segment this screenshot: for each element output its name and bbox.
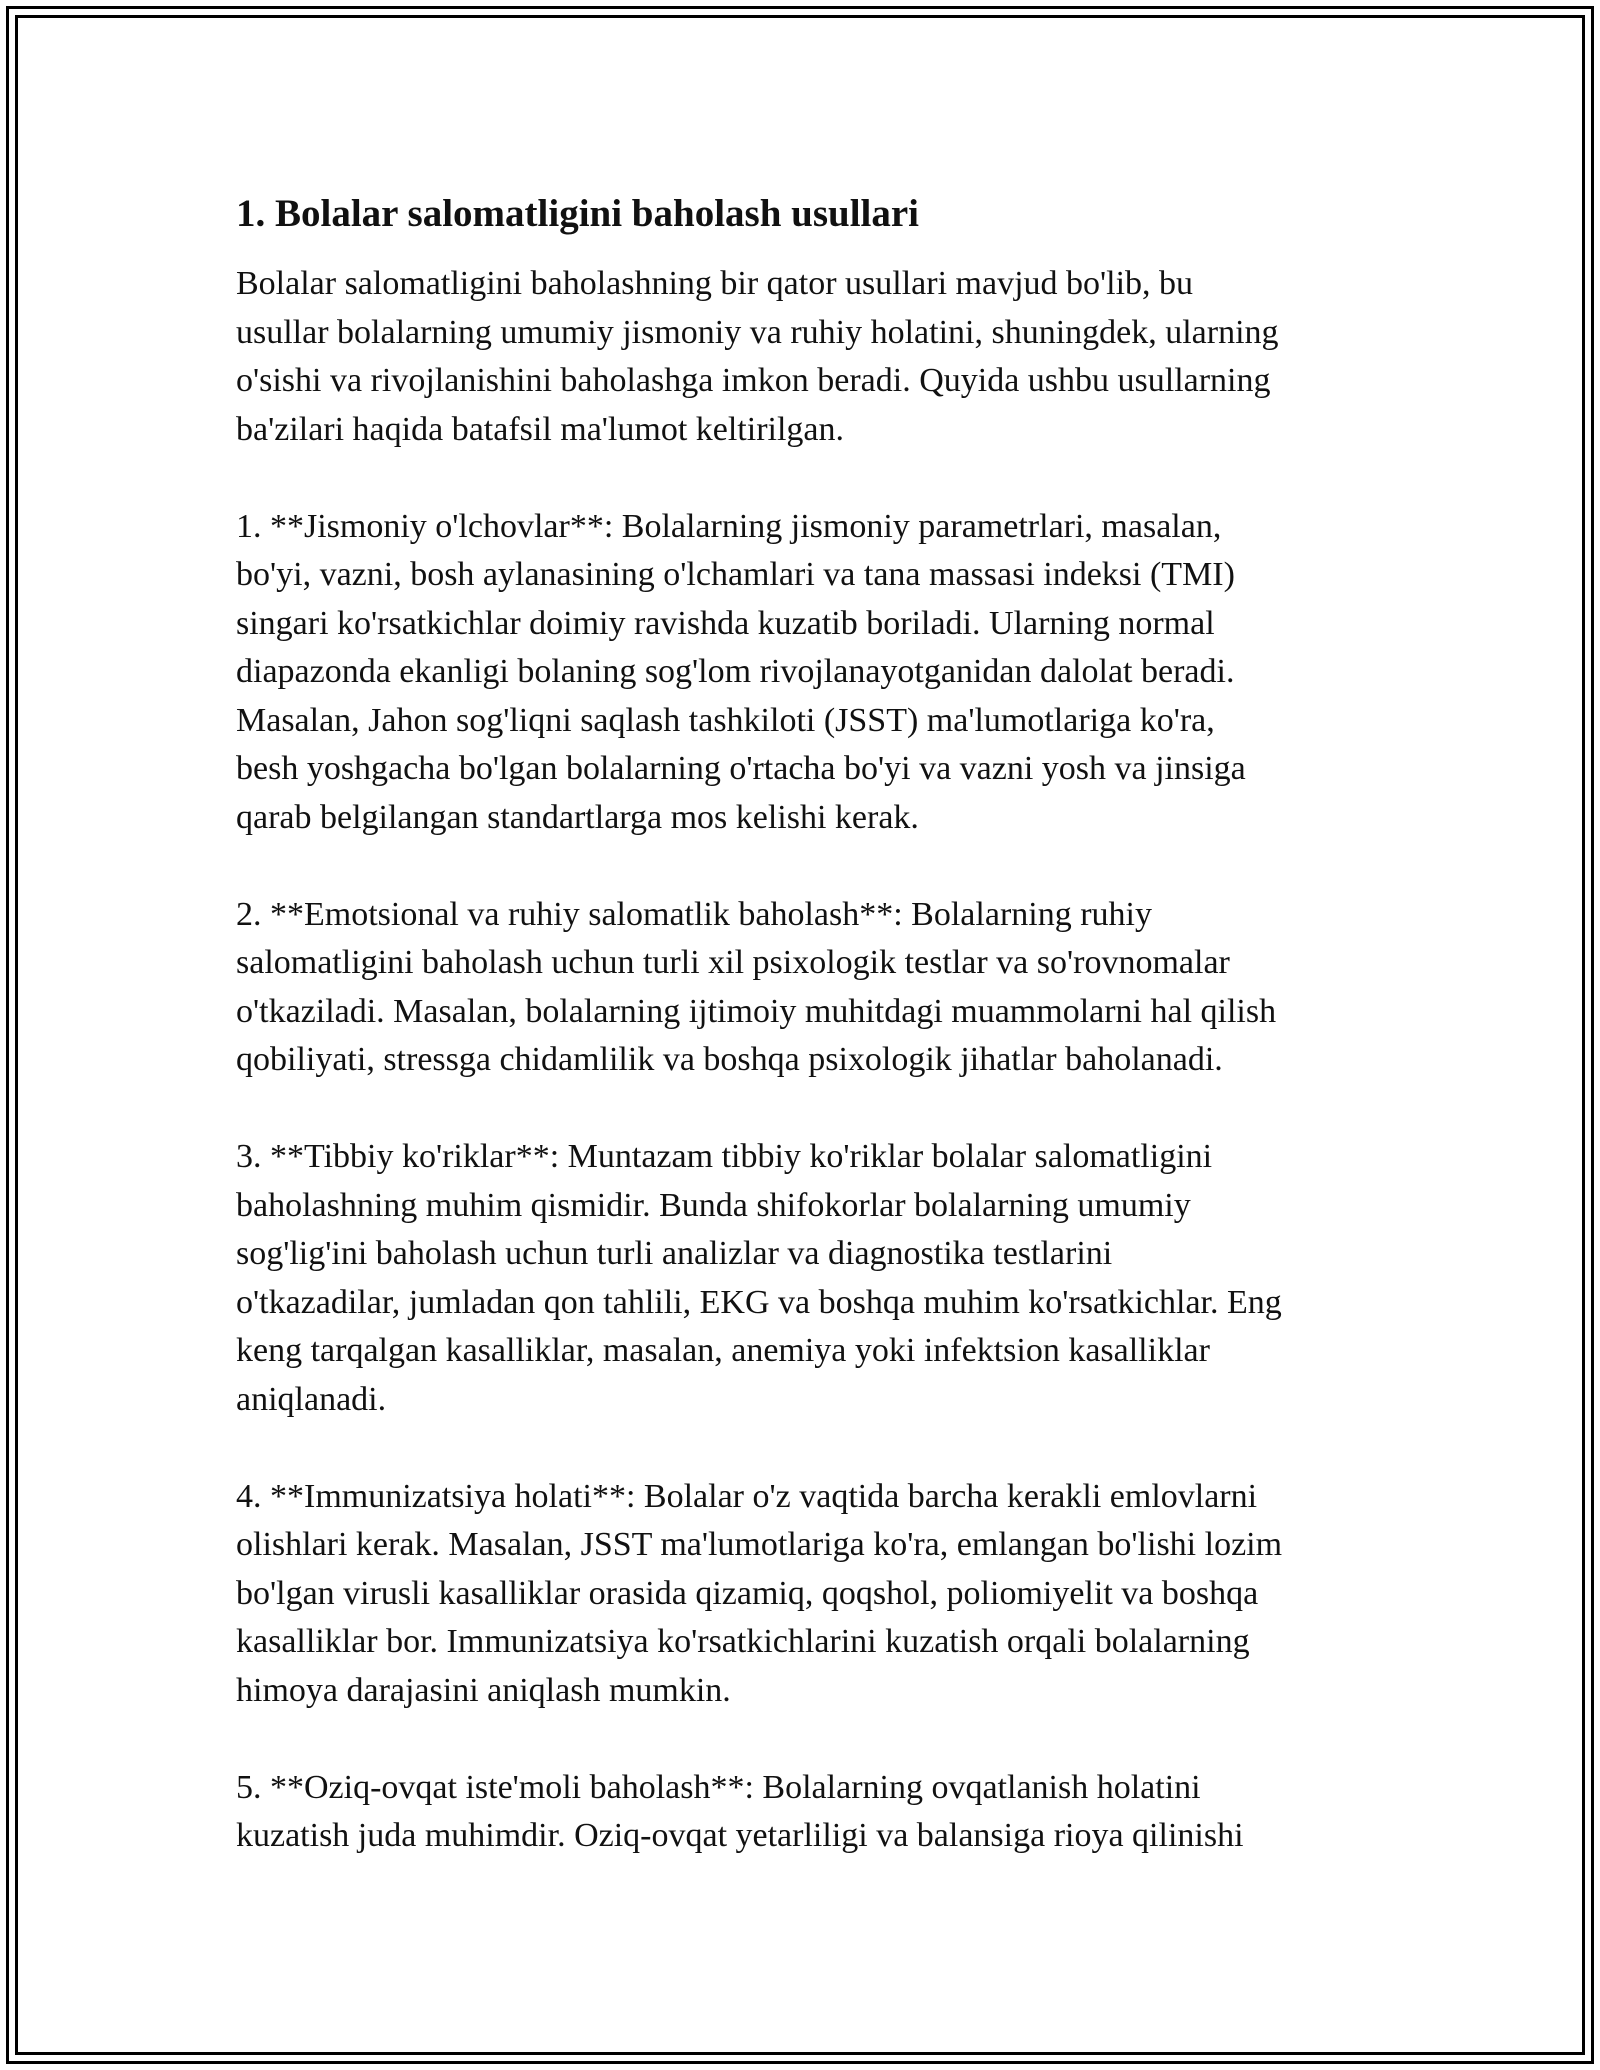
text-line: baholashning muhim qismidir. Bunda shifokorlar bolalarning umumiy: [236, 1186, 1191, 1224]
text-line: sog'lig'ini baholash uchun turli analizlar va diagnostika testlarini: [236, 1235, 1113, 1272]
text-line: 3. **Tibbiy ko'riklar**: Muntazam tibbiy ko'riklar bolalar salomatligini: [236, 1138, 1213, 1175]
text-line: qobiliyati, stressga chidamlilik va boshqa psixologik jihatlar baholanadi.: [236, 1041, 1223, 1078]
text-line: o'sishi va rivojlanishini baholashga imkon beradi. Quyida ushbu usullarning: [236, 362, 1271, 399]
text-line: 4. **Immunizatsiya holati**: Bolalar o'z vaqtida barcha kerakli emlovlarni: [236, 1477, 1258, 1515]
text-line: kasalliklar bor. Immunizatsiya ko'rsatkichlarini kuzatish orqali bolalarning: [236, 1623, 1250, 1660]
section-medical-checkups: [236, 1133, 1386, 1424]
text-line: diapazonda ekanligi bolaning sog'lom rivojlanayotganidan dalolat beradi.: [236, 653, 1235, 690]
text-line: olishlari kerak. Masalan, JSST ma'lumotlariga ko'ra, emlangan bo'lishi lozim: [236, 1526, 1283, 1563]
text-line: singari ko'rsatkichlar doimiy ravishda kuzatib boriladi. Ularning normal: [236, 604, 1215, 642]
section-nutrition: [236, 1764, 1386, 1861]
text-line: kuzatish juda muhimdir. Oziq-ovqat yetarliligi va balansiga rioya qilinishi: [236, 1817, 1244, 1854]
text-line: himoya darajasini aniqlash mumkin.: [236, 1671, 731, 1709]
text-line: Bolalar salomatligini baholashning bir qator usullari mavjud bo'lib, bu: [236, 265, 1194, 302]
section-immunization: [236, 1473, 1386, 1716]
text-line: salomatligini baholash uchun turli xil psixologik testlar va so'rovnomalar: [236, 944, 1230, 981]
text-line: qarab belgilangan standartlarga mos kelishi kerak.: [236, 798, 919, 836]
document-title: 1. Bolalar salomatligini baholash usullari: [236, 192, 920, 235]
text-line: ba'zilari haqida batafsil ma'lumot keltirilgan.: [236, 410, 844, 448]
text-line: usullar bolalarning umumiy jismoniy va ruhiy holatini, shuningdek, ularning: [236, 313, 1279, 351]
document-body: [236, 190, 1386, 1909]
text-line: o'tkazadilar, jumladan qon tahlili, EKG va boshqa muhim ko'rsatkichlar. Eng: [236, 1283, 1282, 1321]
text-line: 2. **Emotsional va ruhiy salomatlik baholash**: Bolalarning ruhiy: [236, 895, 1152, 933]
text-line: aniqlanadi.: [236, 1380, 387, 1418]
text-line: bo'yi, vazni, bosh aylanasining o'lchamlari va tana massasi indeksi (TMI): [236, 556, 1235, 593]
text-line: besh yoshgacha bo'lgan bolalarning o'rtacha bo'yi va vazni yosh va jinsiga: [236, 750, 1246, 787]
text-line: keng tarqalgan kasalliklar, masalan, anemiya yoki infektsion kasalliklar: [236, 1332, 1210, 1369]
section-emotional-health: [236, 891, 1386, 1085]
text-line: 1. **Jismoniy o'lchovlar**: Bolalarning jismoniy parametrlari, masalan,: [236, 507, 1222, 545]
text-line: 5. **Oziq-ovqat iste'moli baholash**: Bolalarning ovqatlanish holatini: [236, 1768, 1201, 1806]
text-line: o'tkaziladi. Masalan, bolalarning ijtimoiy muhitdagi muammolarni hal qilish: [236, 992, 1277, 1030]
section-physical-measurements: [236, 503, 1386, 843]
text-line: Masalan, Jahon sog'liqni saqlash tashkiloti (JSST) ma'lumotlariga ko'ra,: [236, 701, 1215, 739]
intro-paragraph: [236, 260, 1386, 454]
text-line: bo'lgan virusli kasalliklar orasida qizamiq, qoqshol, poliomiyelit va boshqa: [236, 1574, 1259, 1612]
